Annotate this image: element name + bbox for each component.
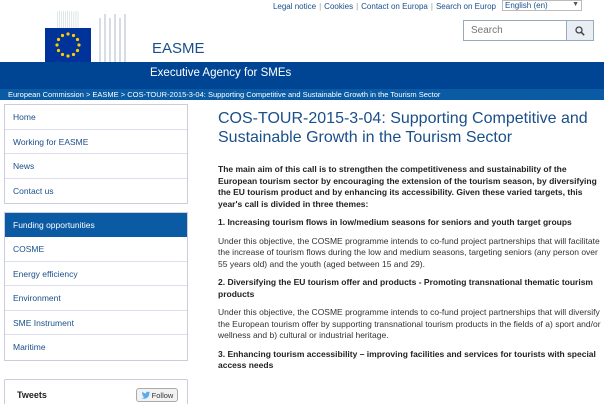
building-lines-decor bbox=[98, 10, 128, 62]
nav-item-cosme[interactable]: COSME bbox=[5, 237, 187, 262]
utility-links bbox=[273, 0, 496, 12]
building-icon bbox=[42, 10, 94, 28]
cookies-link[interactable]: Cookies bbox=[324, 1, 354, 11]
search-input[interactable] bbox=[463, 20, 567, 41]
search-button[interactable] bbox=[566, 20, 594, 41]
theme-1-text: Under this objective, the COSME programme intends to co-fund project partnerships that will facilitate the increase of tourism flows during the low and medium seasons, targeting seniors (any person over 55 years old) and the youth (aged between 15 and 29). bbox=[218, 235, 600, 269]
theme-3-heading: 3. Enhancing tourism accessibility – improving facilities and services for tourists with special access needs bbox=[218, 348, 596, 370]
main-nav bbox=[4, 104, 188, 204]
nav-item-working-for-easme[interactable]: Working for EASME bbox=[5, 130, 187, 155]
search-icon bbox=[575, 26, 585, 36]
header-banner bbox=[0, 62, 604, 89]
nav-item-environment[interactable]: Environment bbox=[5, 286, 187, 311]
search-europa-link[interactable]: Search on Europ bbox=[435, 1, 496, 11]
theme-2-heading: 2. Diversifying the EU tourism offer and products - Promoting transnational thematic tourism products bbox=[218, 277, 593, 299]
nav-item-sme-instrument[interactable]: SME Instrument bbox=[5, 311, 187, 336]
tweets-title: Tweets bbox=[17, 390, 47, 400]
main-content bbox=[218, 110, 602, 372]
tweets-widget bbox=[4, 379, 188, 404]
funding-heading[interactable]: Funding opportunities bbox=[5, 213, 187, 237]
separator: | bbox=[319, 1, 322, 11]
separator: | bbox=[430, 1, 433, 11]
sidebar bbox=[4, 104, 188, 400]
follow-button[interactable] bbox=[136, 388, 178, 402]
nav-item-home[interactable]: Home bbox=[5, 105, 187, 130]
follow-label: Follow bbox=[151, 390, 174, 400]
chevron-down-icon: ▼ bbox=[572, 1, 579, 8]
eu-flag-icon bbox=[45, 28, 91, 62]
agency-full-name: Executive Agency for SMEs bbox=[150, 67, 292, 79]
nav-item-contact-us[interactable]: Contact us bbox=[13, 185, 54, 196]
breadcrumb bbox=[0, 89, 604, 100]
legal-notice-link[interactable]: Legal notice bbox=[272, 1, 317, 11]
nav-item-maritime[interactable]: Maritime bbox=[13, 342, 46, 352]
funding-nav bbox=[4, 212, 188, 361]
theme-1-heading: 1. Increasing tourism flows in low/medium seasons for seniors and youth target groups bbox=[218, 217, 572, 227]
twitter-bird-icon bbox=[141, 391, 150, 399]
agency-short-name[interactable]: EASME bbox=[152, 40, 205, 57]
language-select[interactable]: English (en) bbox=[502, 0, 582, 11]
page-title: COS-TOUR-2015-3-04: Supporting Competitive and Sustainable Growth in the Tourism Sector bbox=[218, 110, 588, 146]
theme-2-text: Under this objective, the COSME programme intends to co-fund project partnerships that will diversify the European tourism offer by supporting transnational tourism products in the fields of a) sport and/or wellness and b) cultural or industrial heritage. bbox=[218, 307, 601, 340]
nav-item-energy-efficiency[interactable]: Energy efficiency bbox=[5, 262, 187, 287]
breadcrumb-text[interactable]: European Commission > EASME > COS-TOUR-2015-3-04: Supporting Competitive and Sustainable Growth in the Tourism Sector bbox=[8, 90, 441, 99]
nav-item-news[interactable]: News bbox=[5, 154, 187, 179]
intro-paragraph: The main aim of this call is to strengthen the competitiveness and sustainability of the European tourism sector by encouraging the extension of the tourism season, by diversifying the EU tourism product and by enhancing its accessibility. Given these varied targets, this year's call is divided in three themes: bbox=[218, 164, 597, 209]
separator: | bbox=[356, 1, 359, 11]
contact-europa-link[interactable]: Contact on Europa bbox=[361, 1, 428, 11]
